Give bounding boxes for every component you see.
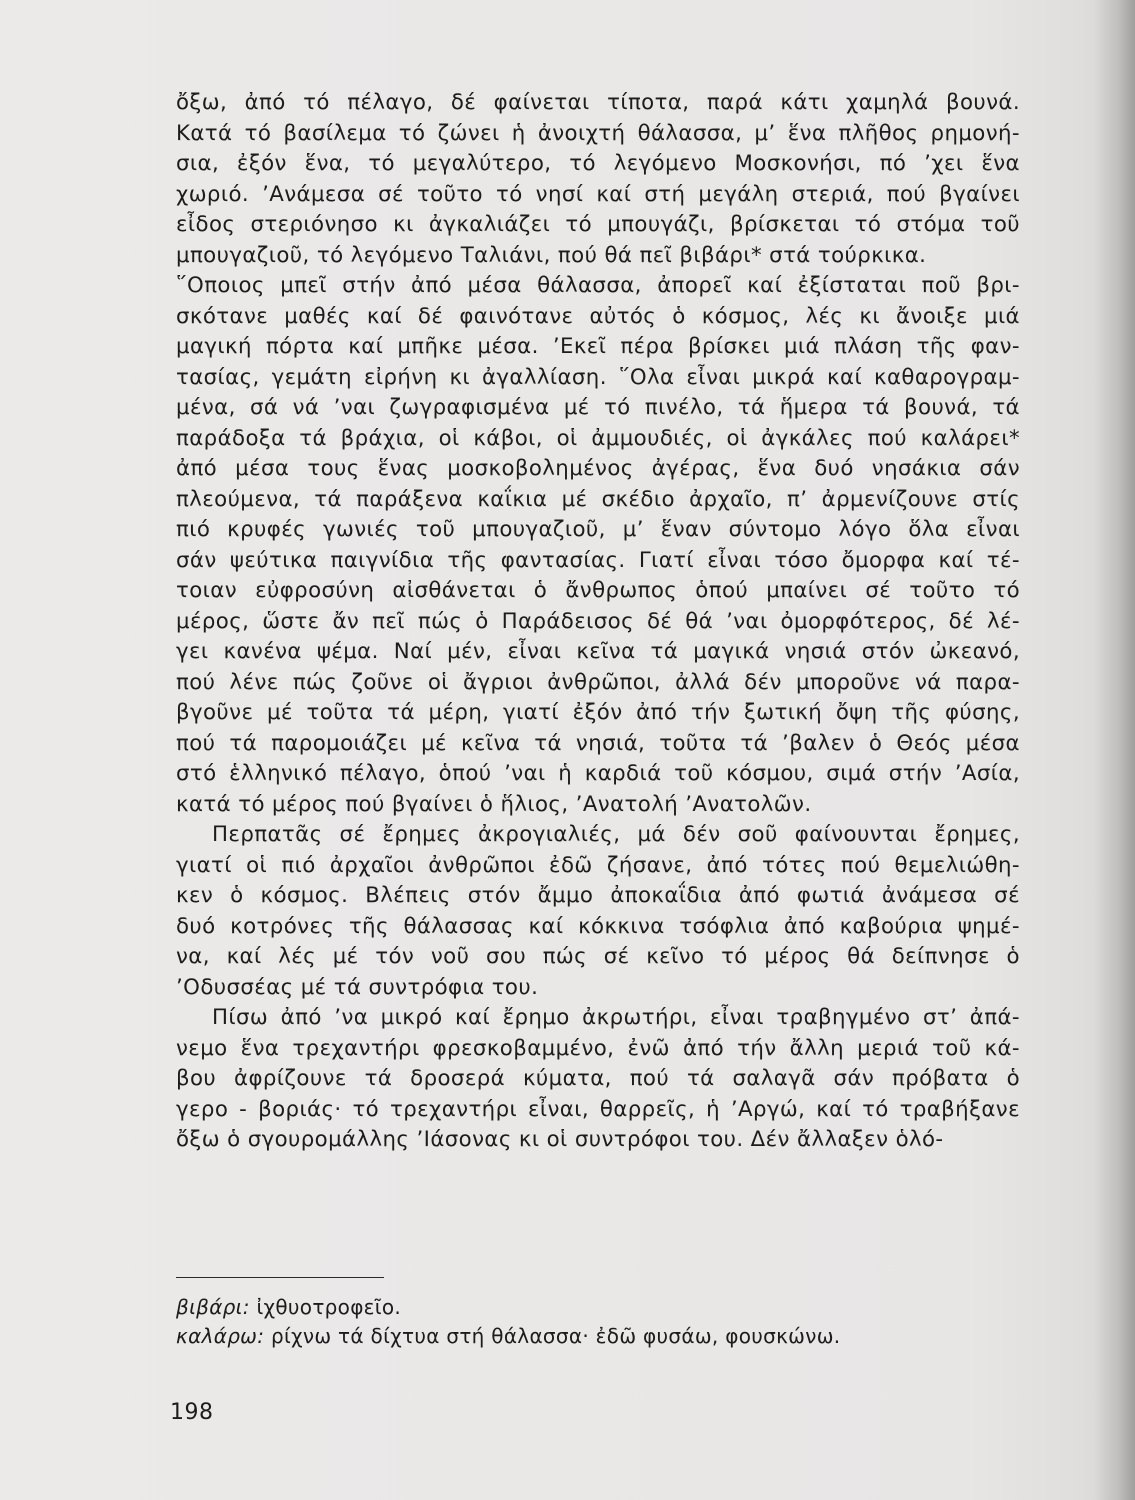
footnote-definition: ρίχνω τά δίχτυα στή θάλασσα· ἐδῶ φυσάω, φουσκώνω. (270, 1324, 841, 1348)
footnote-divider (176, 1277, 384, 1278)
footnote-term: καλάρω: (176, 1324, 265, 1348)
text-line: στό ἑλληνικό πέλαγο, ὁπού ’ναι ἡ καρδιά τοῦ κόσμου, σιμά στήν ’Ασία, (176, 761, 1020, 786)
text-line: γιατί οἱ πιό ἀρχαῖοι ἀνθρῶποι ἐδῶ ζήσανε, ἀπό τότες πού θεμελιώθη- (176, 852, 1020, 878)
text-line: τοιαν εὐφροσύνη αἰσθάνεται ὁ ἄνθρωπος ὁπού μπαίνει σέ τοῦτο τό (176, 578, 1020, 603)
text-line: νεμο ἕνα τρεχαντήρι φρεσκοβαμμένο, ἐνῶ ἀπό τήν ἄλλη μεριά τοῦ κά- (176, 1035, 1020, 1061)
text-line: κατά τό μέρος πού βγαίνει ὁ ἥλιος, ’Ανατολή ’Ανατολῶν. (176, 791, 812, 817)
text-line: βγοῦνε μέ τοῦτα τά μέρη, γιατί ἐξόν ἀπό τήν ξωτική ὄψη τῆς φύσης, (176, 700, 1020, 725)
text-line: ’Οδυσσέας μέ τά συντρόφια του. (176, 974, 539, 1000)
text-line: εἶδος στεριόνησο κι ἀγκαλιάζει τό μπουγάζι, βρίσκεται τό στόμα τοῦ (176, 212, 1020, 237)
text-line: μένα, σά νά ’ναι ζωγραφισμένα μέ τό πινέλο, τά ἥμερα τά βουνά, τά (176, 395, 1020, 420)
text-line: Πίσω ἀπό ’να μικρό καί ἔρημο ἀκρωτήρι, εἶναι τραβηγμένο στ’ ἀπά- (212, 1005, 1020, 1030)
text-line: Περπατᾶς σέ ἔρημες ἀκρογιαλιές, μά δέν σοῦ φαίνουνται ἔρημες, (212, 822, 1020, 847)
paragraph (176, 271, 1020, 820)
text-line: δυό κοτρόνες τῆς θάλασσας καί κόκκινα τσόφλια ἀπό καβούρια ψημέ- (176, 913, 1020, 939)
text-line: βου ἀφρίζουνε τά δροσερά κύματα, πού τά σαλαγᾶ σάν πρόβατα ὁ (176, 1066, 1020, 1091)
text-line: μέρος, ὥστε ἄν πεῖ πώς ὁ Παράδεισος δέ θά ’ναι ὀμορφότερος, δέ λέ- (176, 608, 1020, 634)
text-line: τασίας, γεμάτη εἰρήνη κι ἀγαλλίαση. ῞Ολα εἶναι μικρά καί καθαρογραμ- (176, 364, 1020, 390)
footnote (176, 1293, 840, 1322)
text-line: πλεούμενα, τά παράξενα καΐκια μέ σκέδιο ἀρχαῖο, π’ ἀρμενίζουνε στίς (176, 486, 1020, 512)
text-line: γερο - βοριάς· τό τρεχαντήρι εἶναι, θαρρεῖς, ἡ ’Αργώ, καί τό τραβήξανε (176, 1096, 1020, 1122)
body-text (176, 88, 1020, 1156)
paragraph (176, 1003, 1020, 1156)
footnote (176, 1322, 840, 1351)
text-line: πιό κρυφές γωνιές τοῦ μπουγαζιοῦ, μ’ ἕναν σύντομο λόγο ὅλα εἶναι (176, 517, 1020, 542)
text-line: Κατά τό βασίλεμα τό ζώνει ἡ ἀνοιχτή θάλασσα, μ’ ἕνα πλῆθος ρημονή- (176, 120, 1020, 146)
text-line: χωριό. ’Ανάμεσα σέ τοῦτο τό νησί καί στή μεγάλη στεριά, πού βγαίνει (176, 181, 1020, 207)
footnote-definition: ἰχθυοτροφεῖο. (256, 1295, 402, 1319)
footnote-term: βιβάρι: (176, 1295, 250, 1319)
text-line: κεν ὁ κόσμος. Βλέπεις στόν ἄμμο ἀποκαΐδια ἀπό φωτιά ἀνάμεσα σέ (176, 883, 1020, 908)
text-line: σκότανε μαθές καί δέ φαινότανε αὐτός ὁ κόσμος, λές κι ἄνοιξε μιά (176, 303, 1020, 329)
paragraph (176, 88, 1020, 271)
text-line: ὄξω ὁ σγουρομάλλης ’Ιάσονας κι οἱ συντρόφοι του. Δέν ἄλλαξεν ὁλό- (176, 1127, 944, 1152)
footnotes (176, 1293, 840, 1351)
text-line: ῞Οποιος μπεῖ στήν ἀπό μέσα θάλασσα, ἀπορεῖ καί ἐξίσταται ποῦ βρι- (176, 273, 1020, 298)
spine-shadow (1095, 0, 1135, 1500)
text-line: μπουγαζιοῦ, τό λεγόμενο Ταλιάνι, πού θά πεῖ βιβάρι* στά τούρκικα. (176, 242, 927, 268)
page-number: 198 (170, 1400, 214, 1425)
text-line: πού τά παρομοιάζει μέ κεῖνα τά νησιά, τοῦτα τά ’βαλεν ὁ Θεός μέσα (176, 730, 1020, 756)
text-line: να, καί λές μέ τόν νοῦ σου πώς σέ κεῖνο τό μέρος θά δείπνησε ὁ (176, 944, 1020, 969)
text-line: γει κανένα ψέμα. Ναί μέν, εἶναι κεῖνα τά μαγικά νησιά στόν ὠκεανό, (176, 639, 1020, 664)
text-line: μαγική πόρτα καί μπῆκε μέσα. ’Εκεῖ πέρα βρίσκει μιά πλάση τῆς φαν- (176, 334, 1020, 359)
text-line: πού λένε πώς ζοῦνε οἱ ἄγριοι ἀνθρῶποι, ἀλλά δέν μποροῦνε νά παρα- (176, 669, 1020, 695)
text-line: σάν ψεύτικα παιγνίδια τῆς φαντασίας. Γιατί εἶναι τόσο ὄμορφα καί τέ- (176, 547, 1020, 573)
text-line: ὄξω, ἀπό τό πέλαγο, δέ φαίνεται τίποτα, παρά κάτι χαμηλά βουνά. (176, 90, 1020, 115)
text-line: σια, ἐξόν ἕνα, τό μεγαλύτερο, τό λεγόμενο Μοσκονήσι, πό ’χει ἕνα (176, 151, 1020, 176)
paragraph (176, 820, 1020, 1003)
text-line: ἀπό μέσα τους ἕνας μοσκοβολημένος ἀγέρας, ἕνα δυό νησάκια σάν (176, 456, 1020, 481)
text-line: παράδοξα τά βράχια, οἱ κάβοι, οἱ ἀμμουδιές, οἱ ἀγκάλες πού καλάρει* (176, 425, 1020, 451)
